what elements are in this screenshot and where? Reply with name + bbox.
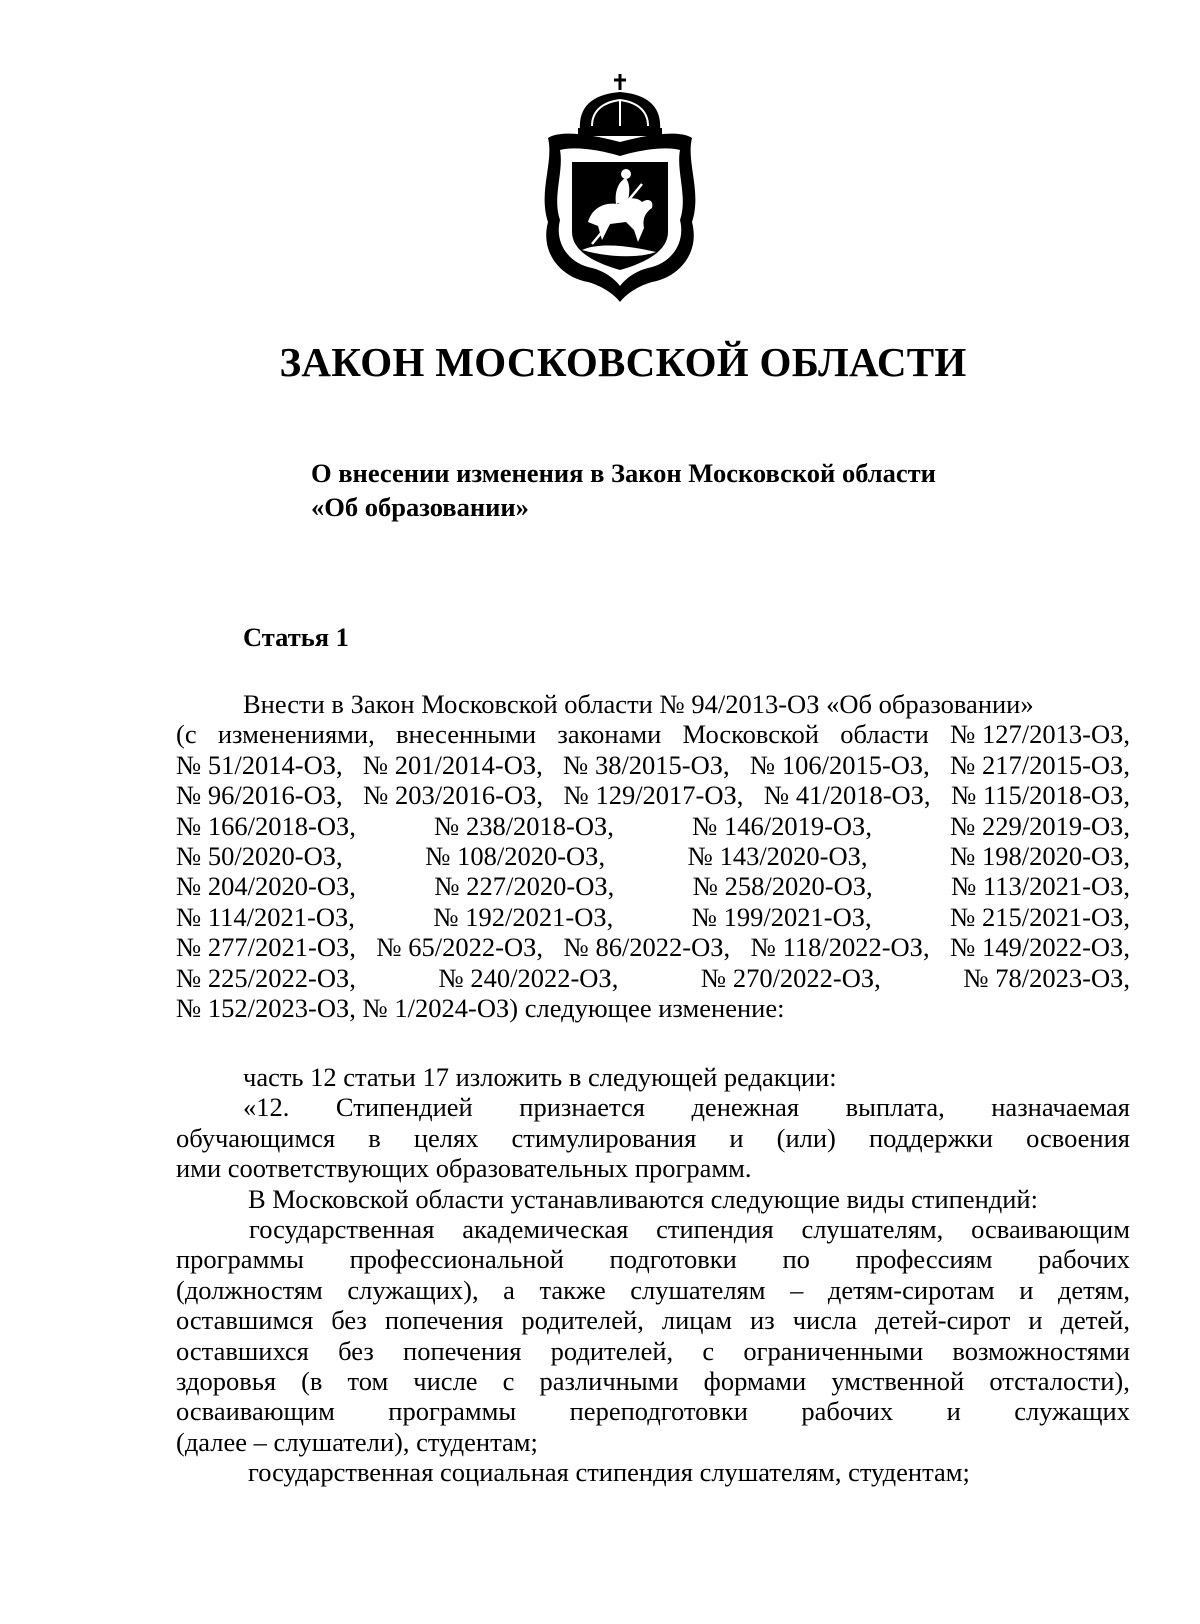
text-line: В Московской области устанавливаются следующие виды стипендий: (248, 1183, 1038, 1214)
text-line (176, 871, 1130, 901)
word: № 240/2022-ОЗ, (438, 962, 619, 993)
text-line (176, 750, 1130, 780)
article-paragraph (176, 689, 1130, 1023)
word: № 198/2020-ОЗ, (950, 841, 1130, 872)
word: Московской (682, 719, 819, 750)
word: № 225/2022-ОЗ, (176, 962, 356, 993)
word: № 227/2020-ОЗ, (434, 871, 615, 902)
word: служащих), (347, 1274, 479, 1305)
text-line (176, 1366, 1130, 1396)
text-line (176, 719, 1130, 749)
word: № 50/2020-ОЗ, (176, 841, 343, 872)
word: № 258/2020-ОЗ, (692, 871, 873, 902)
text-line (176, 1244, 1130, 1274)
word: № 215/2021-ОЗ, (950, 901, 1130, 932)
word: слушателям (630, 1274, 766, 1305)
moscow-oblast-coat-of-arms-icon (530, 72, 710, 304)
word: № 229/2019-ОЗ, (950, 810, 1130, 841)
subtitle-line: «Об образовании» (311, 492, 529, 522)
word: законами (557, 719, 662, 750)
word: № 199/2021-ОЗ, (691, 901, 872, 932)
word: оставшихся (176, 1335, 309, 1366)
word: № 78/2023-ОЗ, (963, 962, 1130, 993)
word: изменениями, (217, 719, 375, 750)
word: и (1028, 1305, 1043, 1336)
word: умственной (831, 1366, 965, 1397)
word: лицам (661, 1305, 733, 1336)
word: № 114/2021-ОЗ, (176, 901, 355, 932)
text-line: Внести в Закон Московской области № 94/2013-ОЗ «Об образовании» (243, 689, 1034, 719)
word: с (502, 1366, 515, 1397)
word: детей, (1060, 1305, 1130, 1336)
text-line (176, 1123, 1130, 1153)
word: без (331, 1305, 367, 1336)
word: детей-сирот (875, 1305, 1011, 1336)
word: № 86/2022-ОЗ, (563, 932, 731, 963)
text-line (176, 963, 1130, 993)
law-subtitle (311, 456, 1071, 524)
word: рабочих (1038, 1244, 1130, 1275)
word: подготовки (609, 1244, 737, 1275)
word: том (347, 1366, 389, 1397)
text-line: № 152/2023-ОЗ, № 1/2024-ОЗ) следующее изменение: (176, 993, 785, 1024)
word: осваивающим (971, 1214, 1130, 1245)
word: попечения (384, 1305, 504, 1336)
word: области (840, 719, 929, 750)
word: Стипендией (335, 1092, 473, 1123)
word: № 238/2018-ОЗ, (434, 810, 614, 841)
word: родителей, (550, 1335, 674, 1366)
word: слушателям, (801, 1214, 944, 1245)
word: денежная (691, 1092, 800, 1123)
word: профессиям (855, 1244, 993, 1275)
word: № 166/2018-ОЗ, (176, 810, 356, 841)
subtitle-line: О внесении изменения в Закон Московской области (311, 458, 936, 488)
word: № 203/2016-ОЗ, (363, 780, 544, 811)
word: поддержки (868, 1122, 993, 1153)
word: различными (539, 1366, 679, 1397)
text-line: часть 12 статьи 17 изложить в следующей редакции: (243, 1062, 837, 1092)
word: формами (703, 1366, 807, 1397)
word: № 143/2020-ОЗ, (687, 841, 868, 872)
word: и (729, 1122, 744, 1153)
word: возможностями (952, 1335, 1130, 1366)
word: программы (388, 1396, 517, 1427)
word: без (338, 1335, 374, 1366)
text-line (176, 1305, 1130, 1335)
word: № 108/2020-ОЗ, (425, 841, 606, 872)
word: академическая (462, 1214, 629, 1245)
text-line (176, 1336, 1130, 1366)
word: «12. (243, 1092, 290, 1123)
word: № 146/2019-ОЗ, (692, 810, 872, 841)
word: № 96/2016-ОЗ, (176, 780, 343, 811)
word: № 51/2014-ОЗ, (176, 749, 343, 780)
word: обучающимся (176, 1122, 336, 1153)
word: программы (176, 1244, 304, 1275)
word: а (503, 1274, 515, 1305)
word: № 127/2013-ОЗ, (950, 719, 1130, 750)
word: № 118/2022-ОЗ, (750, 932, 930, 963)
word: ограниченными (743, 1335, 924, 1366)
word: переподготовки (569, 1396, 748, 1427)
word: № 115/2018-ОЗ, (951, 780, 1130, 811)
word: назначаемая (991, 1092, 1130, 1123)
word: отсталости), (989, 1366, 1130, 1397)
word: № 113/2021-ОЗ, (951, 871, 1130, 902)
word: (с (176, 719, 197, 750)
text-line (176, 1275, 1130, 1305)
text-line (176, 932, 1130, 962)
word: № 270/2022-ОЗ, (700, 962, 881, 993)
word: целях (413, 1122, 479, 1153)
text-line (176, 780, 1130, 810)
word: № 129/2017-ОЗ, (563, 780, 744, 811)
word: освоения (1026, 1122, 1130, 1153)
word: также (539, 1274, 606, 1305)
law-title: ЗАКОН МОСКОВСКОЙ ОБЛАСТИ (279, 339, 967, 385)
word: стипендия (656, 1214, 774, 1245)
word: № 38/2015-ОЗ, (563, 749, 730, 780)
word: (в (301, 1366, 323, 1397)
word: числе (413, 1366, 478, 1397)
text-line (176, 902, 1130, 932)
article-heading: Статья 1 (243, 622, 349, 652)
word: № 201/2014-ОЗ, (362, 749, 543, 780)
word: выплата, (845, 1092, 945, 1123)
word: (или) (776, 1122, 836, 1153)
word: № 192/2021-ОЗ, (433, 901, 614, 932)
word: № 65/2022-ОЗ, (376, 932, 544, 963)
word: попечения (403, 1335, 522, 1366)
word: служащих (1014, 1396, 1130, 1427)
word: детям, (1057, 1274, 1130, 1305)
word: родителей, (521, 1305, 644, 1336)
text-line: (далее – слушатели), студентам; (176, 1426, 538, 1457)
word: № 41/2018-ОЗ, (763, 780, 931, 811)
word: признается (519, 1092, 645, 1123)
word: (должностям (176, 1274, 323, 1305)
text-line (176, 1214, 1130, 1244)
word: детям-сиротам (827, 1274, 995, 1305)
word: № 149/2022-ОЗ, (950, 932, 1130, 963)
word: профессиональной (349, 1244, 564, 1275)
word: с (702, 1335, 715, 1366)
word: рабочих (801, 1396, 894, 1427)
text-line: государственная социальная стипендия слушателям, студентам; (248, 1457, 970, 1488)
word: здоровья (176, 1366, 277, 1397)
word: стимулирования (511, 1122, 697, 1153)
text-line: ими соответствующих образовательных программ. (176, 1153, 752, 1184)
word: – (790, 1274, 804, 1305)
word: государственная (249, 1214, 435, 1245)
word: и (946, 1396, 961, 1427)
word: № 106/2015-ОЗ, (749, 749, 930, 780)
amendment-text (176, 1062, 1130, 1488)
word: внесенными (396, 719, 537, 750)
word: из (750, 1305, 775, 1336)
word: № 204/2020-ОЗ, (176, 871, 356, 902)
word: в (368, 1122, 381, 1153)
word: № 277/2021-ОЗ, (176, 932, 356, 963)
text-line (176, 811, 1130, 841)
word: осваивающим (176, 1396, 335, 1427)
text-line (176, 1092, 1130, 1122)
word: числа (792, 1305, 857, 1336)
word: по (782, 1244, 810, 1275)
text-line (176, 841, 1130, 871)
word: и (1019, 1274, 1034, 1305)
word: № 217/2015-ОЗ, (950, 749, 1130, 780)
word: оставшимся (176, 1305, 314, 1336)
text-line (176, 1396, 1130, 1426)
